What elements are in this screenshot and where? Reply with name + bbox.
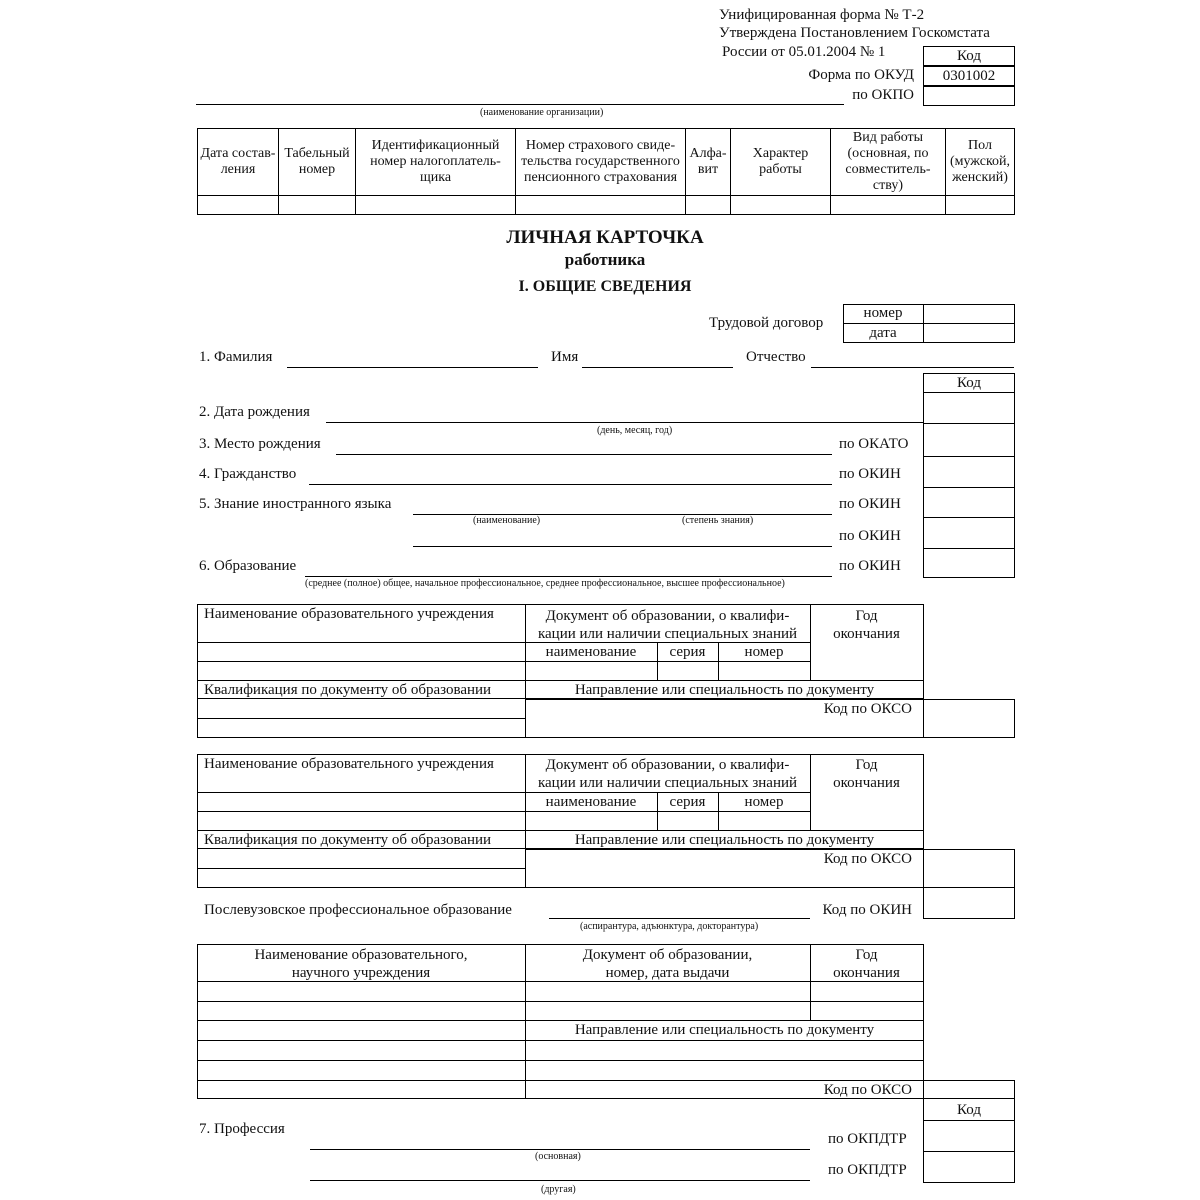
edu2-year-header: Год окончания: [833, 757, 900, 791]
okin-label-4: по ОКИН: [839, 558, 901, 574]
birth-place-label: 3. Место рождения: [199, 436, 321, 452]
education-line[interactable]: [305, 576, 832, 577]
edu1-col-divider: [923, 699, 924, 738]
okpo-label: по ОКПО: [852, 87, 914, 103]
org-name-caption: (наименование организации): [480, 107, 604, 118]
pg-document-header: Документ об образовании, номер, дата выдачи: [582, 947, 753, 981]
form-name: Унифицированная форма № Т-2: [719, 7, 925, 23]
edu2-qualification-header: Квалификация по документу об образовании: [204, 832, 492, 848]
pg-specialty-header: Направление или специальность по документу: [574, 1022, 875, 1038]
language-level-caption: (степень знания): [682, 515, 754, 526]
edu1-row-divider: [197, 642, 525, 643]
edu2-institution-header: Наименование образовательного учреждения: [204, 756, 494, 772]
edu1-year-header: Год окончания: [833, 608, 900, 642]
edu2-okso-label: Код по ОКСО: [823, 851, 912, 867]
edu2-document-header: Документ об образовании, о квалифи- кации или наличии специальных знаний: [537, 757, 798, 791]
codes-row-divider: [923, 456, 1015, 457]
edu2-doc-number: номер: [744, 794, 784, 810]
education-caption: (среднее (полное) общее, начальное профессиональное, среднее профессиональное, высшее профессиональное): [305, 578, 785, 589]
col-date: Дата состав- ления: [200, 146, 276, 177]
profession-row-divider: [923, 1120, 1015, 1121]
postgrad-okin-label: Код по ОКИН: [822, 902, 912, 918]
edu1-document-header: Документ об образовании, о квалифи- кации или наличии специальных знаний: [537, 608, 798, 642]
profession-kod-label: Код: [957, 1102, 981, 1118]
birth-date-caption: (день, месяц, год): [597, 425, 673, 436]
edu2-row-divider: [197, 868, 525, 869]
pg-row-divider: [197, 1060, 924, 1061]
col-alphabet: Алфа- вит: [689, 146, 727, 177]
okpdtr-label-1: по ОКПДТР: [828, 1131, 907, 1147]
edu2-specialty-header: Направление или специальность по документу: [574, 832, 875, 848]
edu1-row-divider: [197, 680, 924, 681]
edu1-institution-header: Наименование образовательного учреждения: [204, 606, 494, 622]
citizenship-line[interactable]: [309, 484, 832, 485]
birth-date-label: 2. Дата рождения: [199, 404, 310, 420]
surname-label: 1. Фамилия: [199, 349, 273, 365]
edu1-specialty-header: Направление или специальность по документу: [574, 682, 875, 698]
citizenship-label: 4. Гражданство: [199, 466, 297, 482]
codes-kod-label: Код: [957, 375, 981, 391]
edu1-doc-number: номер: [744, 644, 784, 660]
col-snils: Номер страхового свиде- тельства государственного пенсионного страхования: [521, 138, 680, 185]
name-line[interactable]: [582, 367, 733, 368]
header-kod-label: Код: [957, 48, 981, 64]
contract-date-label: дата: [869, 325, 897, 341]
pg-row-divider: [197, 1020, 924, 1021]
name-label: Имя: [551, 349, 579, 365]
top-table-row-divider: [197, 195, 1015, 196]
language-line-2[interactable]: [413, 546, 832, 547]
surname-line[interactable]: [287, 367, 538, 368]
birth-place-line[interactable]: [336, 454, 832, 455]
patronymic-label: Отчество: [746, 349, 806, 365]
col-gender: Пол (мужской, женский): [949, 138, 1011, 185]
postgrad-line[interactable]: [549, 918, 810, 919]
okin-label-2: по ОКИН: [839, 496, 901, 512]
page-title: ЛИЧНАЯ КАРТОЧКА: [506, 227, 704, 248]
pg-okso-label: Код по ОКСО: [823, 1082, 912, 1098]
pg-row-divider: [197, 1040, 924, 1041]
postgrad-caption: (аспирантура, адъюнктура, докторантура): [580, 921, 759, 932]
codes-row-divider: [923, 487, 1015, 488]
profession-other-line[interactable]: [310, 1180, 810, 1181]
postgrad-label: Послевузовское профессиональное образование: [204, 902, 512, 918]
pg-row-divider: [197, 1001, 924, 1002]
pg-row-divider: [197, 1080, 1015, 1081]
codes-row-divider: [923, 423, 1015, 424]
edu2-col-divider: [923, 849, 924, 888]
page-subtitle: работника: [564, 250, 646, 269]
edu1-qualification-header: Квалификация по документу об образовании: [204, 682, 492, 698]
edu1-okso-label: Код по ОКСО: [823, 701, 912, 717]
codes-row-divider: [923, 517, 1015, 518]
contract-col-divider: [923, 304, 924, 343]
form-approval: Утверждена Постановлением Госкомстата: [719, 25, 990, 41]
col-inn: Идентификационный номер налогоплатель- щика: [370, 138, 501, 185]
edu1-doc-name: наименование: [545, 644, 637, 660]
col-work-nature: Характер работы: [752, 146, 809, 177]
section-title: I. ОБЩИЕ СВЕДЕНИЯ: [518, 278, 692, 295]
edu2-row-divider: [525, 849, 1015, 850]
col-tab-number: Табельный номер: [284, 146, 350, 177]
okato-label: по ОКАТО: [839, 436, 909, 452]
edu1-row-divider: [197, 718, 525, 719]
profession-other-caption: (другая): [541, 1184, 576, 1195]
language-label: 5. Знание иностранного языка: [199, 496, 392, 512]
contract-row-divider: [843, 323, 1015, 324]
pg-year-header: Год окончания: [833, 947, 900, 981]
profession-main-caption: (основная): [535, 1151, 581, 1162]
patronymic-line[interactable]: [811, 367, 1014, 368]
language-name-caption: (наименование): [473, 515, 541, 526]
org-name-line[interactable]: [196, 104, 844, 105]
profession-label: 7. Профессия: [199, 1121, 285, 1137]
okin-label-3: по ОКИН: [839, 528, 901, 544]
birth-date-line[interactable]: [326, 422, 923, 423]
postgrad-okin-cell[interactable]: [923, 888, 1015, 919]
contract-label: Трудовой договор: [709, 315, 824, 331]
education-label: 6. Образование: [199, 558, 297, 574]
pg-institution-header: Наименование образовательного, научного учреждения: [254, 947, 468, 981]
header-kod-cell: [923, 46, 1015, 66]
edu2-doc-series: серия: [669, 794, 706, 810]
okpo-code-cell[interactable]: [923, 86, 1015, 106]
profession-row-divider: [923, 1151, 1015, 1152]
edu1-doc-series: серия: [669, 644, 706, 660]
edu1-row-divider: [525, 699, 1015, 700]
edu2-row-divider: [525, 792, 810, 793]
profession-main-line[interactable]: [310, 1149, 810, 1150]
okud-label: Форма по ОКУД: [808, 67, 914, 83]
okud-code-value: 0301002: [942, 68, 996, 84]
okud-code-cell: [923, 66, 1015, 86]
okpdtr-label-2: по ОКПДТР: [828, 1162, 907, 1178]
edu2-row-divider: [197, 792, 525, 793]
edu2-row-divider: [197, 830, 924, 831]
codes-row-divider: [923, 392, 1015, 393]
col-work-type: Вид работы (основная, по совместитель- ству): [845, 130, 931, 193]
form-approval-date: России от 05.01.2004 № 1: [722, 44, 886, 60]
edu2-doc-name: наименование: [545, 794, 637, 810]
codes-row-divider: [923, 548, 1015, 549]
okin-label-1: по ОКИН: [839, 466, 901, 482]
pg-okso-cell[interactable]: [923, 1080, 1015, 1099]
contract-number-label: номер: [863, 305, 903, 321]
